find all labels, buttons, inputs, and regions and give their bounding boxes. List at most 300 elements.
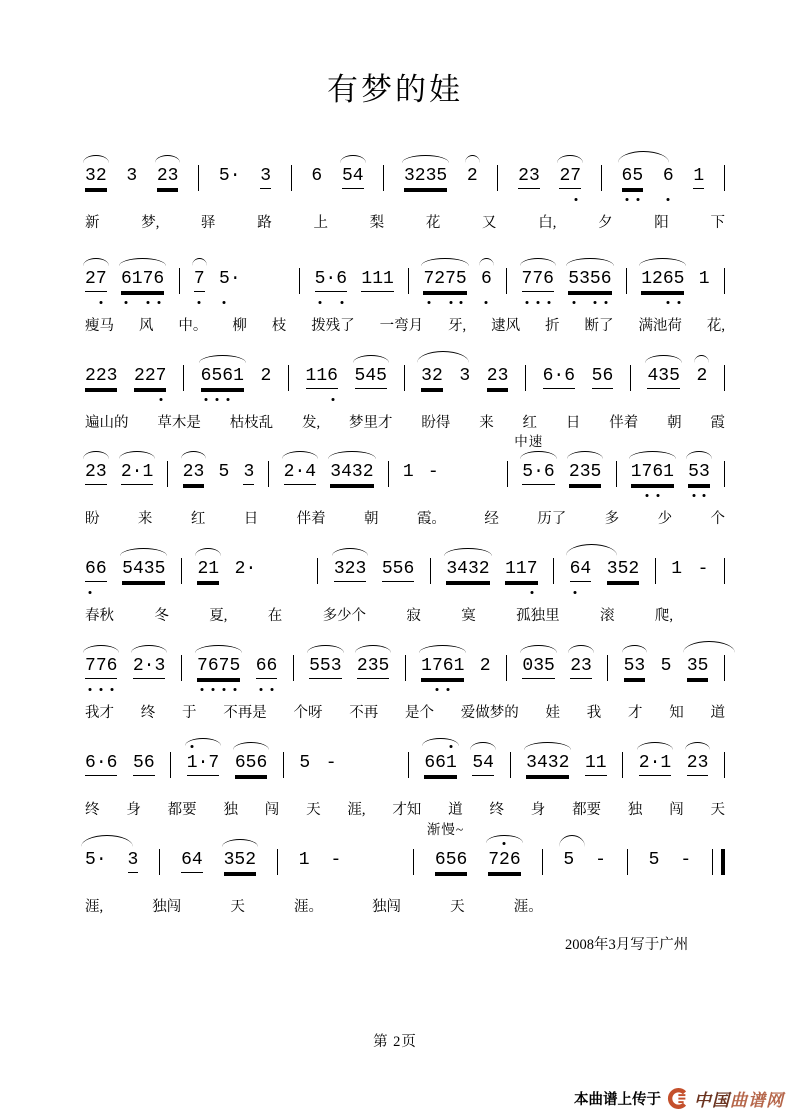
- note-digit: 6: [569, 559, 581, 579]
- note-digit: 5: [133, 753, 144, 773]
- barline: [553, 558, 554, 584]
- note-token: [299, 752, 310, 774]
- note-digit: 5: [436, 166, 448, 186]
- note-digit: ·: [229, 269, 241, 289]
- note-token: [361, 268, 393, 292]
- note-digit: 5: [376, 366, 387, 386]
- lyric-syllable: 梦,: [141, 215, 160, 231]
- note-digit: 6: [200, 366, 212, 386]
- note-digit: 1: [505, 559, 516, 579]
- lyric-syllable: 中。: [178, 318, 208, 334]
- note-digit: 3: [126, 166, 138, 186]
- note-digit: 3: [127, 850, 139, 870]
- note-digit: 7: [445, 269, 456, 289]
- note-token: [647, 365, 679, 389]
- slur-arc: [195, 645, 242, 653]
- lyric-syllable: 天: [450, 899, 465, 915]
- note-digit: 6: [564, 366, 576, 386]
- note-digit: 5: [522, 462, 534, 482]
- slur-arc: [83, 451, 109, 459]
- note-token: [421, 365, 443, 389]
- note-token: [403, 461, 414, 483]
- note-token: [201, 365, 244, 389]
- note-token: [306, 365, 338, 389]
- barline: [181, 655, 182, 681]
- slur-arc: [328, 451, 375, 459]
- barline: [283, 752, 284, 778]
- note-digit: 1: [233, 366, 244, 386]
- note-digit: 6: [403, 559, 415, 579]
- note-digit: 1: [630, 462, 642, 482]
- note-token: [559, 165, 581, 189]
- slur-arc: [566, 258, 613, 266]
- slur-arc: [131, 645, 167, 653]
- lyric-syllable: 拨残了: [311, 318, 355, 334]
- lyric-syllable: 才: [628, 705, 643, 721]
- note-token: [260, 165, 271, 189]
- score-line: [85, 655, 725, 722]
- score-line: [85, 268, 725, 335]
- note-digit: 5: [218, 166, 230, 186]
- barline: [413, 849, 414, 875]
- lyric-syllable: 又: [482, 215, 497, 231]
- note-digit: 1: [305, 366, 317, 386]
- note-digit: 6: [181, 850, 192, 870]
- note-digit: 5: [381, 559, 393, 579]
- lyric-syllable: 道: [710, 705, 725, 721]
- note-digit: 2: [260, 366, 272, 386]
- note-digit: 4: [536, 753, 548, 773]
- note-token: [218, 461, 229, 483]
- note-digit: 1: [445, 753, 457, 773]
- note-digit: 7: [488, 850, 499, 870]
- notes-row: [85, 434, 725, 497]
- note-digit: -: [330, 850, 342, 870]
- barline: [630, 365, 631, 391]
- barline: [510, 752, 511, 778]
- lyric-syllable: 独闯: [152, 899, 182, 915]
- note-token: [585, 752, 607, 776]
- lyric-syllable: 天: [306, 802, 321, 818]
- lyric-syllable: 梨: [369, 215, 385, 231]
- note-digit: 5: [154, 559, 166, 579]
- slur-arc: [559, 835, 585, 847]
- note-digit: 2: [652, 269, 663, 289]
- note-token: [693, 165, 704, 189]
- note-digit: 3: [579, 269, 590, 289]
- barline: [724, 558, 725, 584]
- note-digit: 1: [698, 269, 710, 289]
- note-digit: 7: [197, 656, 208, 676]
- lyric-syllable: 独: [627, 802, 643, 818]
- note-token: [505, 558, 537, 582]
- note-digit: 3: [167, 166, 179, 186]
- barline: [626, 268, 627, 294]
- note-token: [641, 268, 684, 292]
- note-token: [696, 365, 707, 387]
- lyric-syllable: 不再是: [223, 705, 267, 721]
- notes-row: [85, 655, 725, 691]
- slur-arc: [353, 355, 389, 363]
- song-title: 有梦的娃: [327, 72, 463, 107]
- note-digit: 2: [570, 656, 582, 676]
- note-digit: 2: [696, 366, 708, 386]
- note-digit: 3: [425, 166, 437, 186]
- note-digit: 1: [421, 656, 432, 676]
- note-digit: 7: [526, 559, 538, 579]
- note-digit: ·: [95, 850, 107, 870]
- barline: [724, 165, 725, 191]
- lyric-syllable: 娃: [545, 705, 560, 721]
- note-digit: 7: [431, 656, 443, 676]
- note-token: [224, 849, 256, 873]
- note-digit: 3: [421, 366, 432, 386]
- measure-gap: [272, 558, 302, 559]
- note-digit: 3: [95, 462, 107, 482]
- barline: [525, 365, 526, 391]
- note-token: [663, 165, 674, 187]
- note-digit: 1: [515, 559, 527, 579]
- note-digit: 3: [243, 462, 255, 482]
- lyric-syllable: 驿: [201, 215, 216, 231]
- note-token: [309, 655, 341, 679]
- note-digit: 6: [256, 753, 268, 773]
- lyric-syllable: 红: [522, 415, 538, 431]
- note-token: [194, 268, 205, 292]
- slur-arc: [686, 451, 712, 459]
- note-token: [428, 461, 439, 483]
- note-digit: 4: [580, 559, 592, 579]
- note-token: [487, 365, 509, 389]
- slur-arc: [81, 835, 133, 847]
- note-digit: 1: [383, 269, 394, 289]
- note-digit: 3: [351, 462, 363, 482]
- lyric-syllable: 盼: [85, 511, 100, 527]
- note-digit: 3: [686, 656, 698, 676]
- note-digit: ·: [229, 166, 241, 186]
- site-name[interactable]: [694, 1086, 784, 1111]
- note-digit: 3: [606, 559, 618, 579]
- lyric-syllable: 是个: [405, 705, 434, 721]
- barline: [616, 461, 617, 487]
- note-token: [121, 268, 164, 292]
- note-digit: 5: [245, 753, 257, 773]
- note-digit: 2: [479, 656, 491, 676]
- slur-arc: [340, 155, 366, 163]
- site-name-light: 曲谱网: [730, 1091, 784, 1110]
- lyric-syllable: 爱做梦的: [460, 705, 519, 721]
- note-token: [85, 165, 107, 189]
- lyric-syllable: 春秋: [85, 608, 114, 624]
- note-digit: 3: [154, 656, 166, 676]
- note-digit: 5: [309, 656, 320, 676]
- note-token: [122, 558, 165, 582]
- note-token: [680, 849, 691, 871]
- notes-row: [85, 268, 725, 304]
- barline: [183, 365, 184, 391]
- note-token: [357, 655, 389, 679]
- barline: [405, 655, 406, 681]
- slur-arc: [155, 155, 181, 163]
- note-digit: 3: [446, 559, 458, 579]
- note-token: [326, 752, 337, 774]
- barline: [291, 165, 292, 191]
- note-token: [133, 655, 165, 679]
- note-digit: 5: [314, 269, 326, 289]
- note-digit: 5: [378, 656, 390, 676]
- slur-arc: [355, 645, 391, 653]
- lyric-syllable: 涯。: [513, 899, 543, 915]
- note-digit: 7: [641, 462, 653, 482]
- note-token: [128, 849, 139, 873]
- note-digit: 1: [298, 850, 310, 870]
- note-token: [355, 365, 387, 389]
- note-token: [622, 165, 644, 189]
- lyric-syllable: 历了: [537, 511, 567, 527]
- note-token: [639, 752, 671, 776]
- lyric-syllable: 日: [565, 415, 581, 431]
- lyrics-row: [85, 607, 725, 625]
- barline: [404, 365, 405, 391]
- barline: [198, 165, 199, 191]
- barline: [293, 655, 294, 681]
- note-digit: 5: [617, 559, 629, 579]
- barline: [607, 655, 608, 681]
- note-token: [569, 461, 601, 485]
- note-token: [467, 165, 478, 187]
- notes-row: [85, 752, 725, 788]
- note-digit: 4: [132, 559, 144, 579]
- slur-arc: [419, 645, 466, 653]
- barline: [724, 655, 725, 681]
- note-digit: 1: [372, 269, 383, 289]
- lyric-syllable: 霞: [710, 415, 725, 431]
- score-line: [85, 822, 725, 916]
- note-digit: 2: [686, 753, 698, 773]
- barline: [724, 365, 725, 391]
- note-digit: 4: [483, 753, 494, 773]
- note-digit: 2: [518, 166, 529, 186]
- lyric-syllable: 来: [137, 511, 153, 527]
- cqp-logo-icon: [667, 1088, 688, 1109]
- note-digit: 3: [579, 462, 591, 482]
- note-digit: 5: [319, 656, 331, 676]
- slur-arc: [422, 738, 458, 746]
- note-digit: 3: [260, 166, 272, 186]
- slur-arc: [119, 258, 166, 266]
- lyric-syllable: 孤独里: [516, 608, 560, 624]
- slur-arc: [83, 155, 109, 163]
- measure-gap: [362, 849, 392, 850]
- lyric-syllable: 伴着: [296, 511, 326, 527]
- note-token: [488, 849, 520, 873]
- note-token: [671, 558, 682, 580]
- note-digit: 3: [355, 559, 367, 579]
- note-digit: 3: [634, 656, 646, 676]
- note-digit: 2: [559, 166, 571, 186]
- lyric-syllable: 红: [190, 511, 206, 527]
- note-token: [522, 268, 554, 292]
- lyric-syllable: [592, 898, 604, 916]
- note-digit: 6: [336, 269, 348, 289]
- note-token: [85, 752, 117, 776]
- note-digit: 2: [628, 559, 640, 579]
- note-token: [382, 558, 414, 582]
- lyric-syllable: 独闯: [372, 899, 402, 915]
- note-digit: 7: [95, 656, 107, 676]
- note-token: [570, 655, 592, 679]
- lyric-syllable: 柳: [232, 318, 247, 334]
- note-token: [197, 558, 219, 582]
- note-token: [311, 165, 322, 187]
- note-digit: ·: [294, 462, 306, 482]
- lyric-syllable: 枯枝乱: [229, 415, 274, 431]
- slur-arc: [402, 155, 449, 163]
- note-digit: ·: [143, 656, 155, 676]
- lyric-syllable: 一弯月: [379, 318, 424, 334]
- slur-arc: [557, 155, 583, 163]
- barline: [181, 558, 182, 584]
- note-digit: ·: [245, 559, 257, 579]
- lyric-syllable: 枝: [271, 318, 287, 334]
- note-digit: 3: [697, 753, 709, 773]
- lyric-syllable: 都要: [572, 802, 602, 818]
- note-digit: 5: [563, 850, 575, 870]
- slur-arc: [185, 738, 221, 746]
- note-digit: 6: [85, 753, 96, 773]
- barline: [288, 365, 289, 391]
- note-digit: -: [427, 462, 439, 482]
- upload-label: 本曲谱上传于: [574, 1092, 661, 1108]
- note-digit: 5: [591, 366, 603, 386]
- note-digit: ·: [197, 753, 209, 773]
- note-digit: 3: [467, 559, 479, 579]
- note-digit: ·: [325, 269, 337, 289]
- note-digit: 1: [361, 269, 373, 289]
- lyric-syllable: 都要: [167, 802, 197, 818]
- note-token: [688, 461, 710, 485]
- note-digit: 6: [442, 656, 454, 676]
- score-line: [85, 165, 725, 232]
- note-digit: 5: [688, 462, 699, 482]
- slur-arc: [444, 548, 491, 556]
- note-digit: 5: [623, 656, 635, 676]
- lyric-syllable: 新: [85, 215, 100, 231]
- note-digit: 2: [156, 166, 168, 186]
- note-digit: 5: [544, 656, 555, 676]
- note-digit: 4: [352, 166, 364, 186]
- note-digit: 5: [660, 656, 672, 676]
- note-digit: 6: [153, 269, 165, 289]
- barline: [268, 461, 269, 487]
- note-digit: 2: [134, 366, 145, 386]
- measure-gap: [352, 752, 392, 753]
- note-digit: 3: [403, 166, 415, 186]
- composition-credit: 2008年3月写于广州: [565, 937, 689, 953]
- slur-arc: [479, 258, 494, 266]
- note-digit: 2: [132, 656, 144, 676]
- note-digit: 6: [106, 753, 118, 773]
- note-digit: 1: [208, 559, 220, 579]
- note-digit: 2: [197, 559, 209, 579]
- slur-arc: [282, 451, 318, 459]
- note-digit: 6: [542, 366, 554, 386]
- note-digit: 6: [120, 269, 132, 289]
- lyric-syllable: 少: [657, 511, 673, 527]
- barline: [724, 752, 725, 778]
- note-digit: 6: [106, 656, 118, 676]
- note-token: [197, 655, 240, 679]
- note-digit: 5: [229, 656, 241, 676]
- note-digit: 3: [85, 166, 96, 186]
- note-token: [570, 558, 592, 582]
- note-token: [330, 461, 373, 485]
- lyric-syllable: 瘦马: [85, 318, 114, 334]
- note-digit: 1: [595, 753, 607, 773]
- note-digit: 2: [568, 462, 580, 482]
- lyric-syllable: 路: [257, 215, 272, 231]
- note-token: [514, 434, 555, 485]
- lyric-syllable: 遍山的: [85, 415, 129, 431]
- note-token: [631, 461, 674, 485]
- note-digit: -: [680, 850, 692, 870]
- note-token: [183, 461, 205, 485]
- note-digit: 5: [632, 166, 644, 186]
- lyric-syllable: 花: [425, 215, 441, 231]
- note-digit: 3: [333, 559, 345, 579]
- barline: [159, 849, 160, 875]
- lyric-syllable: 滚: [600, 608, 615, 624]
- notes-row: [85, 558, 725, 594]
- note-digit: 6: [662, 269, 674, 289]
- lyric-syllable: 天: [230, 899, 245, 915]
- note-token: [446, 558, 489, 582]
- score-line: [85, 752, 725, 819]
- note-token: [472, 752, 494, 776]
- note-digit: 5: [122, 559, 133, 579]
- note-digit: 3: [581, 656, 592, 676]
- note-digit: -: [325, 753, 337, 773]
- lyric-syllable: 霞。: [416, 511, 446, 527]
- note-token: [261, 365, 272, 387]
- note-digit: 5: [455, 269, 467, 289]
- lyric-syllable: 我: [586, 705, 602, 721]
- note-digit: 2: [85, 269, 96, 289]
- lyric-syllable: 风: [138, 318, 154, 334]
- lyric-syllable: 夏,: [209, 608, 228, 624]
- note-digit: 4: [647, 366, 659, 386]
- barline: [167, 461, 168, 487]
- note-digit: 6: [327, 366, 338, 386]
- note-digit: 2: [95, 166, 107, 186]
- note-token: [687, 655, 709, 679]
- note-digit: 5: [568, 269, 580, 289]
- note-digit: 5: [341, 166, 353, 186]
- lyric-syllable: 上: [313, 215, 328, 231]
- lyric-syllable: 朝: [364, 511, 379, 527]
- note-digit: 2: [85, 462, 96, 482]
- note-digit: 2: [431, 366, 443, 386]
- lyric-syllable: 才知: [392, 802, 422, 818]
- slur-arc: [421, 258, 468, 266]
- note-token: [342, 165, 364, 189]
- barline: [408, 752, 409, 778]
- note-digit: 5: [392, 559, 404, 579]
- note-digit: 6: [662, 166, 674, 186]
- note-digit: 3: [698, 462, 710, 482]
- barline: [383, 165, 384, 191]
- score-line: [85, 434, 725, 528]
